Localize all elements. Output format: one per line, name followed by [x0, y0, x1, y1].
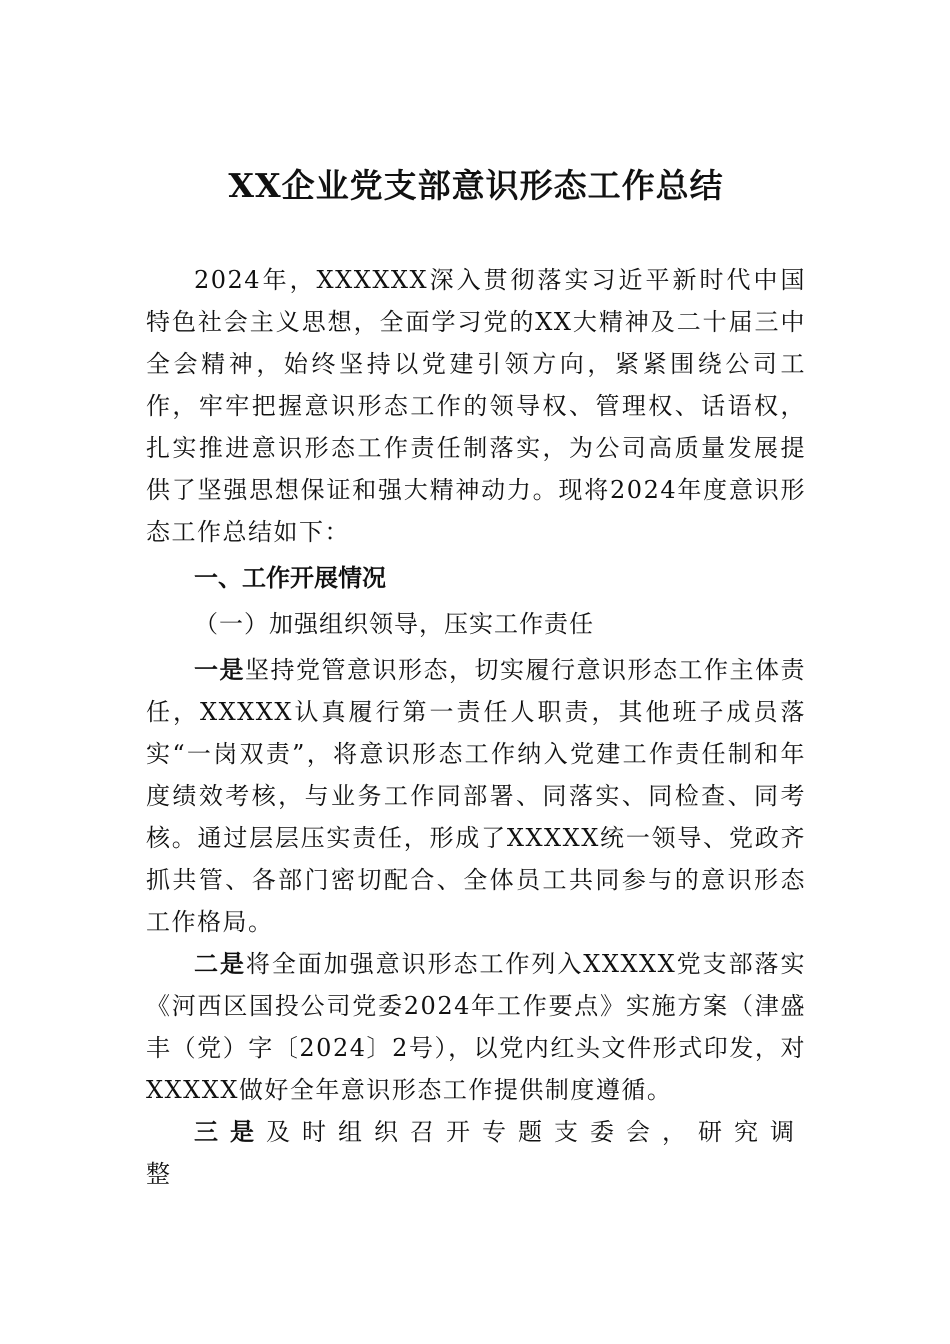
document-body [146, 259, 806, 1195]
item-1-paragraph [146, 649, 806, 943]
item-3-paragraph [146, 1111, 806, 1195]
subsection-heading: （一）加强组织领导，压实工作责任 [194, 610, 594, 638]
item-2-text: 将全面加强意识形态工作列入XXXXX党支部落实《河西区国投公司党委2024年工作要点》实施方案（津盛丰（党）字〔2024〕2号），以党内红头文件形式印发，对XXXXX做好全年意识形态工作提供制度遵循。 [146, 950, 806, 1104]
item-3-lead: 三是 [194, 1117, 266, 1146]
item-2-paragraph [146, 943, 806, 1111]
item-2-lead: 二是 [194, 949, 246, 978]
document-title: XX企业党支部意识形态工作总结 [228, 166, 724, 205]
section-heading: 一、工作开展情况 [194, 564, 386, 592]
item-1-text: 坚持党管意识形态，切实履行意识形态工作主体责任，XXXXX认真履行第一责任人职责，其他班子成员落实“一岗双责”，将意识形态工作纳入党建工作责任制和年度绩效考核，与业务工作同部署、同落实、同检查、同考核。通过层层压实责任，形成了XXXXX统一领导、党政齐抓共管、各部门密切配合、全体员工共同参与的意识形态工作格局。 [146, 656, 806, 936]
item-1-lead: 一是 [194, 655, 245, 684]
item-3-text: 及时组织召开专题支委会，研究调整 [146, 1118, 806, 1188]
intro-paragraph: 2024年，XXXXXX深入贯彻落实习近平新时代中国特色社会主义思想，全面学习党的XX大精神及二十届三中全会精神，始终坚持以党建引领方向，紧紧围绕公司工作，牢牢把握意识形态工作的领导权、管理权、话语权，扎实推进意识形态工作责任制落实，为公司高质量发展提供了坚强思想保证和强大精神动力。现将2024年度意识形态工作总结如下： [146, 266, 806, 546]
